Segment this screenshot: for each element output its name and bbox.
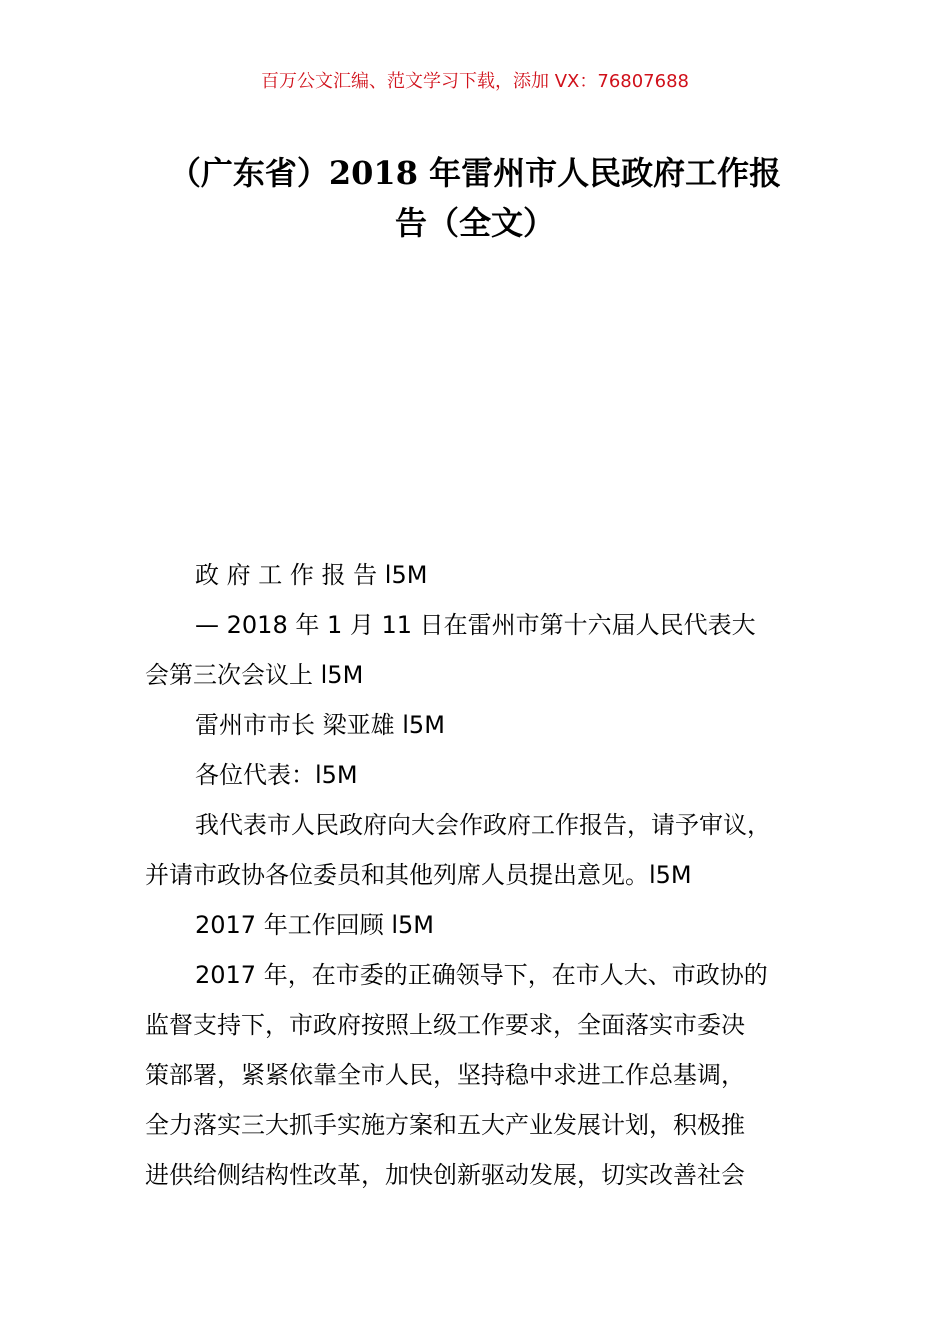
paragraph-line: 并请市政协各位委员和其他列席人员提出意见。l5M bbox=[145, 861, 692, 889]
paragraph-line: 策部署，紧紧依靠全市人民，坚持稳中求进工作总基调， bbox=[145, 1061, 745, 1089]
section-heading: 2017 年工作回顾 l5M bbox=[195, 911, 434, 939]
document-body bbox=[145, 550, 835, 1200]
document-title-line-1: （广东省）2018 年雷州市人民政府工作报 bbox=[168, 154, 782, 192]
document-title bbox=[140, 148, 810, 248]
paragraph-line: 进供给侧结构性改革，加快创新驱动发展，切实改善社会 bbox=[145, 1161, 745, 1189]
document-title-line-2: 告（全文） bbox=[394, 204, 555, 242]
paragraph-line: 监督支持下，市政府按照上级工作要求，全面落实市委决 bbox=[145, 1011, 745, 1039]
meeting-line: — 2018 年 1 月 11 日在雷州市第十六届人民代表大 bbox=[195, 611, 756, 639]
meeting-line-continued: 会第三次会议上 l5M bbox=[145, 661, 364, 689]
paragraph-line: 我代表市人民政府向大会作政府工作报告，请予审议， bbox=[195, 811, 771, 839]
report-heading: 政 府 工 作 报 告 l5M bbox=[195, 561, 428, 589]
header-note: 百万公文汇编、范文学习下载，添加 VX：76807688 bbox=[261, 71, 689, 92]
author-line: 雷州市市长 梁亚雄 l5M bbox=[195, 711, 445, 739]
paragraph-line: 2017 年，在市委的正确领导下，在市人大、市政协的 bbox=[195, 961, 768, 989]
paragraph-line: 全力落实三大抓手实施方案和五大产业发展计划，积极推 bbox=[145, 1111, 745, 1139]
salutation: 各位代表：l5M bbox=[195, 761, 358, 789]
